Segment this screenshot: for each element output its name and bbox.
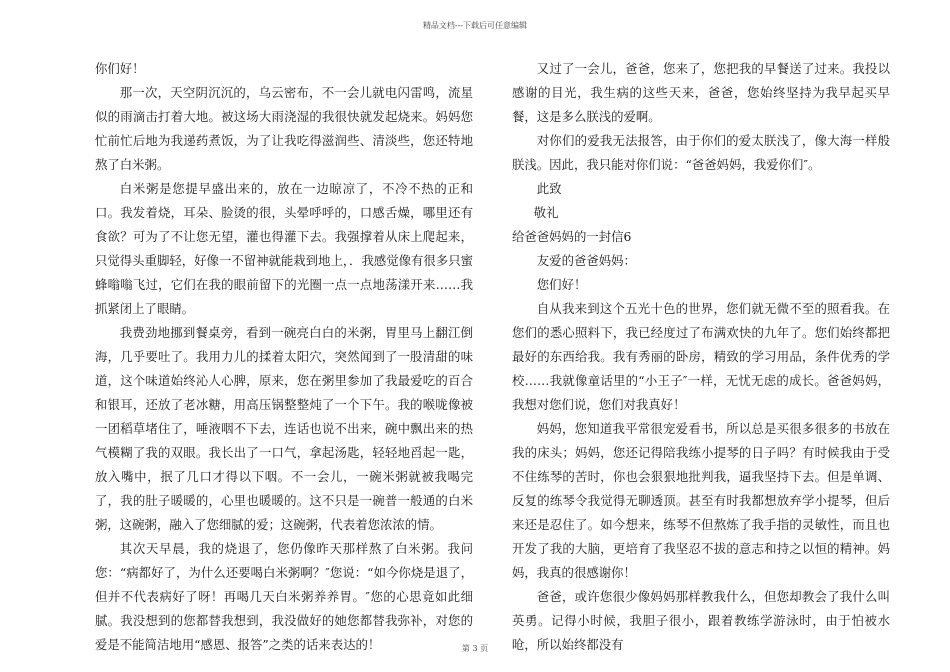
paragraph: 你们好！ — [95, 61, 145, 76]
greeting: 友爱的爸爸妈妈： — [536, 253, 636, 268]
letter-title: 给爸爸妈妈的一封信6 — [512, 229, 632, 244]
closing-line: 此致 — [536, 181, 562, 196]
page-number: 第 3 页 — [461, 644, 489, 653]
paragraph: 其次天早晨，我的烧退了，您仍像昨天那样熬了白米粥。我问您：“病都好了，为什么还要喝白米粥啊？″您说：“如今你烧是退了，但并不代表病好了呀！再喝几天白米粥养养胃。″您的心思竟如此细腻。我没想到的您都替我想到，我没做好的她您都替我弥补，对您的爱是不能简洁地用“感恩、报答”之类的话来表达的！ — [95, 541, 473, 652]
paragraph: 又过了一会儿，爸爸，您来了，您把我的早餐送了过来。我投以感谢的目光，我生病的这些天来，爸爸，您始终坚持为我早起买早餐，这是多么朕浅的爱啊。 — [512, 61, 890, 124]
paragraph: 您们好！ — [536, 277, 587, 292]
paragraph: 对你们的爱我无法报答，由于你们的爱太朕浅了，像大海一样般朕浅。因此，我只能对你们说：“爸爸妈妈，我爱你们″。 — [512, 133, 890, 172]
paragraph: 我费劲地挪到餐桌旁，看到一碗亮白白的米粥，胃里马上翻江倒海，几乎要吐了。我用力儿的揉着太阳穴，突然闻到了一股清甜的味道，这个味道始终沁人心脾，原来，您在粥里参加了我最爱吃的百合和银耳，还放了老冰糖，用高压锅整整炖了一个下午。我的喉咙像被一团稻草堵住了，唾液咽不下去，连话也说不出来，碗中飘出来的热气模糊了我的双眼。我长出了一口气，拿起汤匙，轻轻地舀起一匙，放入嘴中，抿了几口才得以下咽。不一会儿，一碗米粥就被我喝完了，我的肚子暖暖的，心里也暖暖的。这不只是一碗普一般通的白米粥，这碗粥，融入了您细腻的爱；这碗粥，代表着您浓浓的情。 — [95, 325, 473, 532]
right-column — [512, 57, 890, 657]
paragraph: 爸爸，或许您很少像妈妈那样教我什么，但您却教会了我什么叫英勇。记得小时候，我胆子很小，跟着教练学游泳时，由于怕被水呛，所以始终都没有 — [512, 589, 890, 652]
left-column — [95, 57, 473, 657]
paragraph: 白米粥是您提早盛出来的，放在一边晾凉了，不冷不热的正和口。我发着烧，耳朵、脸烫的很，头晕呼呼的，口感舌燥，哪里还有食欲？可为了不让您无望，灌也得灌下去。我强撑着从床上爬起来，只觉得头重脚轻，好像一不留神就能栽到地上，．我感觉像有很多只蜜蜂嗡嗡飞过，它们在我的眼前留下的光圈一点一点地荡漾开来……我抓紧闭上了眼睛。 — [95, 181, 473, 316]
salutation: 敬礼 — [533, 205, 559, 220]
paragraph: 自从我来到这个五光十色的世界，您们就无微不至的照看我。在您们的悉心照料下，我已经度过了布满欢快的九年了。您们始终都把最好的东西给我。我有秀丽的卧房，精致的学习用品，条件优秀的学校……我就像童话里的“小王子″一样，无忧无虑的成长。爸爸妈妈，我想对您们说，您们对我真好！ — [512, 301, 890, 412]
paragraph: 妈妈，您知道我平常很宠爱看书，所以总是买很多很多的书放在我的床头；妈妈，您还记得陪我练小提琴的日子吗？有时候我由于受不住练琴的苦时，你也会狠狠地批判我，逼我坚持下去。但是单调、反复的练琴令我觉得无聊透顶。甚至有时我都想放弃学小提琴，但后来还是忍住了。如今想来，练琴不但熬炼了我手指的灵敏性，而且也开发了我的大脑，更培育了我坚忍不拔的意志和持之以恒的精神。妈妈，我真的很感谢你！ — [512, 421, 890, 580]
paragraph: 那一次，天空阴沉沉的，乌云密布，不一会儿就电闪雷鸣，流星似的雨滴击打着大地。被这场大雨浇湿的我很快就发起烧来。妈妈您忙前忙后地为我递药煮饭，为了让我吃得滋润些、清淡些，您还特地熬了白米粥。 — [95, 85, 473, 172]
page-header: 精品文档---下载后可任意编辑 — [422, 21, 528, 30]
